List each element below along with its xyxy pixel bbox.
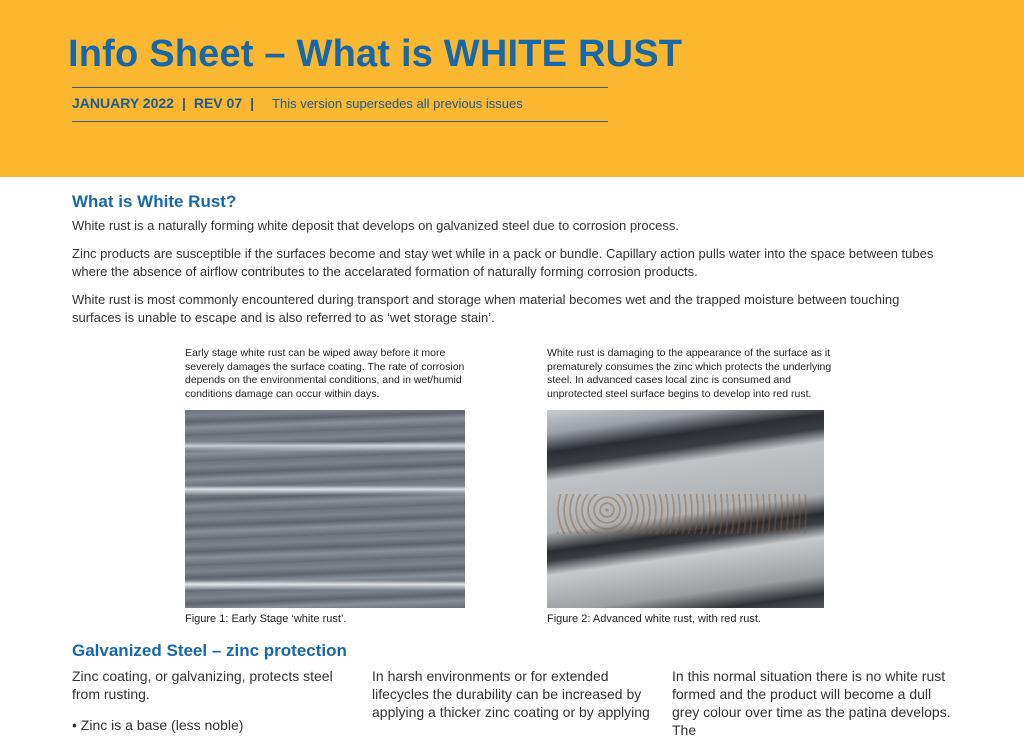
bullet-item: • Zinc is a base (less noble) <box>72 717 244 733</box>
meta-separator: | <box>181 95 186 111</box>
red-rust-specks <box>557 494 807 534</box>
intro-paragraph-3: White rust is most commonly encountered during transport and storage when material becomes wet and the trapped moisture between touching surfaces is unable to escape and is also referred to as ‘wet storage stain’. <box>72 292 900 325</box>
figure-1-photo <box>185 410 465 608</box>
figure-2-description: White rust is damaging to the appearance of the surface as it prematurely consumes the zinc which protects the underlying steel. In advanced cases local zinc is consumed and unprotected steel surface begins to develop into red rust. <box>547 347 832 400</box>
intro-paragraph-2: Zinc products are susceptible if the surfaces become and stay wet while in a pack or bundle. Capillary action pulls water into the space between tubes where the absence of airflow contributes to the accelarated formation of naturally forming corrosion products. <box>72 246 934 279</box>
column-1-text: Zinc coating, or galvanizing, protects steel from rusting. <box>72 668 333 702</box>
header-rule-bottom <box>72 121 608 122</box>
column-3-text: In this normal situation there is no white rust formed and the product will become a dull grey colour over time as the patina develops. The <box>672 668 951 738</box>
intro-paragraph-1: White rust is a naturally forming white deposit that develops on galvanized steel due to corrosion process. <box>72 218 679 233</box>
supersedes-note: This version supersedes all previous issues <box>272 95 523 111</box>
issue-meta <box>72 95 523 111</box>
section-heading-zinc-protection: Galvanized Steel – zinc protection <box>72 641 347 660</box>
page-title: Info Sheet – What is WHITE RUST <box>68 33 683 75</box>
figure-1-description: Early stage white rust can be wiped away before it more severely damages the surface coating. The rate of corrosion depends on the environmental conditions, and in wet/humid conditions damage can occur within days. <box>185 347 465 400</box>
meta-separator: | <box>250 95 255 111</box>
header-rule-top <box>72 87 608 88</box>
figure-2-photo <box>547 410 824 608</box>
issue-date: JANUARY 2022 <box>72 95 174 111</box>
header-banner <box>0 0 1024 177</box>
revision: REV 07 <box>193 95 243 111</box>
section-heading-white-rust: What is White Rust? <box>72 192 237 211</box>
column-2-text: In harsh environments or for extended lifecycles the durability can be increased by applying a thicker zinc coating or by applying <box>372 668 650 720</box>
figure-2-caption: Figure 2: Advanced white rust, with red rust. <box>547 613 761 625</box>
figure-1-caption: Figure 1: Early Stage ‘white rust’. <box>185 613 347 625</box>
